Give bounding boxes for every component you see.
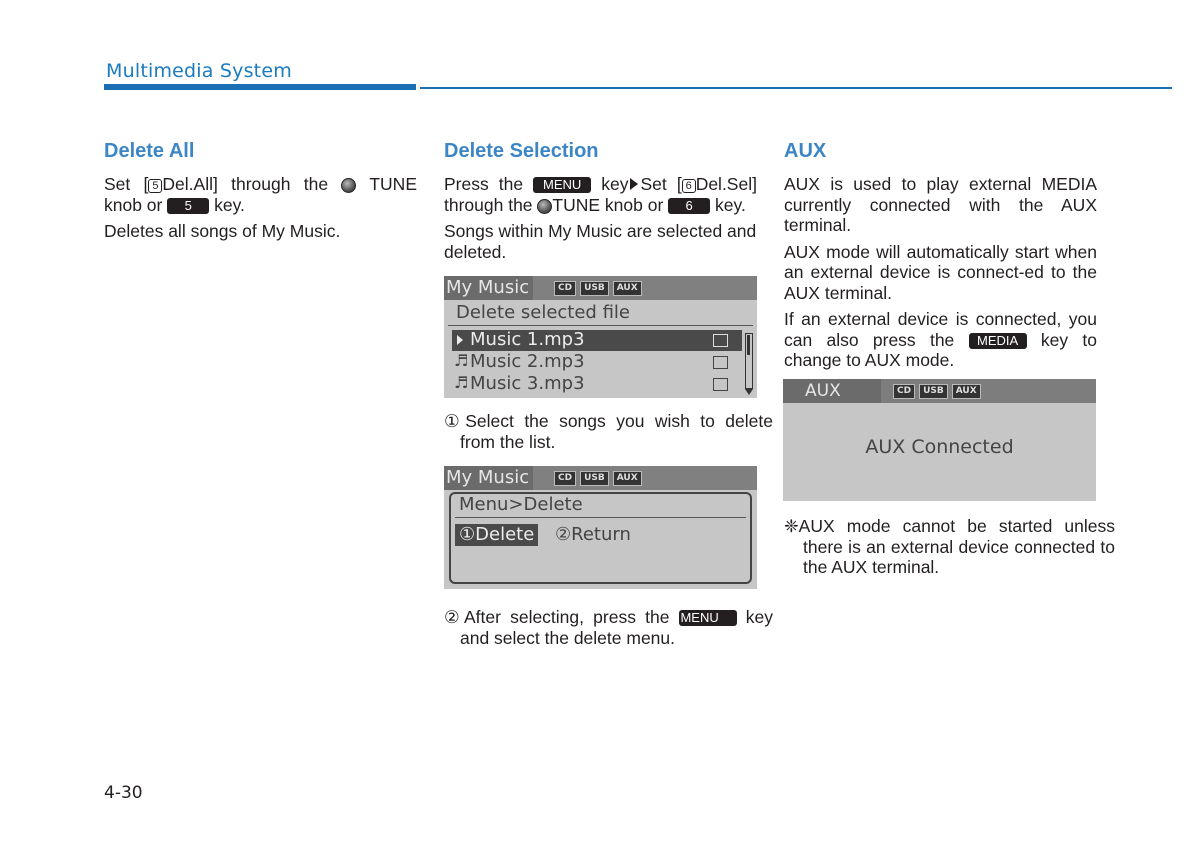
menu-key: MENU xyxy=(679,610,737,626)
aux-connected-message: AUX Connected xyxy=(865,436,1014,458)
list-item-label: Music 2.mp3 xyxy=(470,351,585,372)
screen-title: My Music xyxy=(444,276,533,300)
badge-aux: AUX xyxy=(952,384,981,399)
delete-selection-instructions xyxy=(444,174,757,215)
header-rule-thin xyxy=(420,87,1172,89)
return-option[interactable]: ②Return xyxy=(555,524,631,545)
badge-cd: CD xyxy=(893,384,915,399)
aux-media-key xyxy=(784,309,1097,371)
key-5-button: 5 xyxy=(167,198,209,214)
badge-cd: CD xyxy=(554,281,576,296)
music-note-icon: ♬ xyxy=(454,351,469,370)
scroll-down-icon xyxy=(745,389,753,395)
checkbox[interactable] xyxy=(713,334,728,347)
delete-selection-section xyxy=(444,138,757,268)
media-key: MEDIA xyxy=(969,333,1027,349)
play-arrow-icon xyxy=(457,335,463,345)
delete-menu-screen xyxy=(444,466,757,589)
badge-aux: AUX xyxy=(613,471,642,486)
badge-aux: AUX xyxy=(613,281,642,296)
key-6-button: 6 xyxy=(668,198,710,214)
header-rule-thick xyxy=(104,84,416,90)
source-badges xyxy=(554,281,642,296)
delete-all-instructions xyxy=(104,174,417,215)
music-note-icon: ♬ xyxy=(454,373,469,392)
aux-section xyxy=(784,138,1097,377)
aux-note: ❈AUX mode cannot be started unless there is an external device connected to the AUX terminal. xyxy=(784,516,1115,577)
scrollbar-thumb[interactable] xyxy=(747,335,750,355)
badge-usb: USB xyxy=(580,471,609,486)
section-title: Multimedia System xyxy=(106,60,292,82)
delete-all-description: Deletes all songs of My Music. xyxy=(104,221,341,241)
checkbox[interactable] xyxy=(713,378,728,391)
arrow-right-icon xyxy=(630,178,638,190)
delete-selected-screen xyxy=(444,276,757,398)
list-item-label: Music 3.mp3 xyxy=(470,373,585,394)
list-item-label: Music 1.mp3 xyxy=(470,329,585,350)
text-fragment: Press the xyxy=(444,174,524,194)
text-fragment: key. xyxy=(715,194,746,215)
text-fragment: Del.All] through the xyxy=(162,174,329,194)
step-1-text: ①Select the songs you wish to delete from the list. xyxy=(444,411,773,452)
badge-usb: USB xyxy=(919,384,948,399)
source-badges xyxy=(893,384,981,399)
text-fragment: If an external device is connected, you can also press the xyxy=(784,309,1097,350)
text-fragment: key xyxy=(601,174,629,194)
number-6-icon: 6 xyxy=(682,179,696,193)
aux-description: AUX is used to play external MEDIA currently connected with the AUX terminal. xyxy=(784,174,1097,235)
list-item[interactable] xyxy=(452,352,742,373)
screen-subtitle: Delete selected file xyxy=(456,302,630,323)
badge-cd: CD xyxy=(554,471,576,486)
text-fragment: Del.Sel] through the xyxy=(444,174,757,215)
text-fragment: key. xyxy=(214,194,245,215)
divider xyxy=(448,325,753,326)
delete-selection-heading: Delete Selection xyxy=(444,140,599,162)
aux-heading: AUX xyxy=(784,140,827,162)
delete-all-heading: Delete All xyxy=(104,140,195,162)
badge-usb: USB xyxy=(580,281,609,296)
text-fragment: key and select the delete menu. xyxy=(460,607,773,648)
tune-knob-icon xyxy=(537,199,552,214)
delete-option[interactable]: ①Delete xyxy=(455,524,538,546)
divider xyxy=(455,517,746,518)
tune-knob-icon xyxy=(341,178,356,193)
text-fragment: TUNE knob or xyxy=(104,174,417,215)
screen-title: AUX xyxy=(783,379,881,403)
delete-selection-description: Songs within My Music are selected and deleted. xyxy=(444,221,757,262)
step-2-text xyxy=(444,607,773,648)
text-fragment: ②After selecting, press the xyxy=(444,607,670,627)
list-item[interactable] xyxy=(452,374,742,395)
text-fragment: key to change to AUX mode. xyxy=(784,329,1097,370)
text-fragment: TUNE knob or xyxy=(552,194,664,215)
text-fragment: Set [ xyxy=(104,174,149,194)
list-item-selected[interactable] xyxy=(452,330,742,351)
menu-dialog xyxy=(449,492,752,584)
number-5-icon: 5 xyxy=(148,179,162,193)
menu-path: Menu>Delete xyxy=(459,494,583,515)
scrollbar[interactable] xyxy=(745,333,753,389)
source-badges xyxy=(554,471,642,486)
screen-title: My Music xyxy=(444,466,533,490)
menu-key: MENU xyxy=(533,177,591,193)
aux-auto-start: AUX mode will automatically start when an external device is connect-ed to the AUX terminal. xyxy=(784,241,1097,303)
checkbox[interactable] xyxy=(713,356,728,369)
text-fragment: Set [ xyxy=(640,174,682,194)
delete-all-section xyxy=(104,138,417,248)
aux-screen xyxy=(783,379,1096,501)
page-number: 4-30 xyxy=(104,783,143,803)
